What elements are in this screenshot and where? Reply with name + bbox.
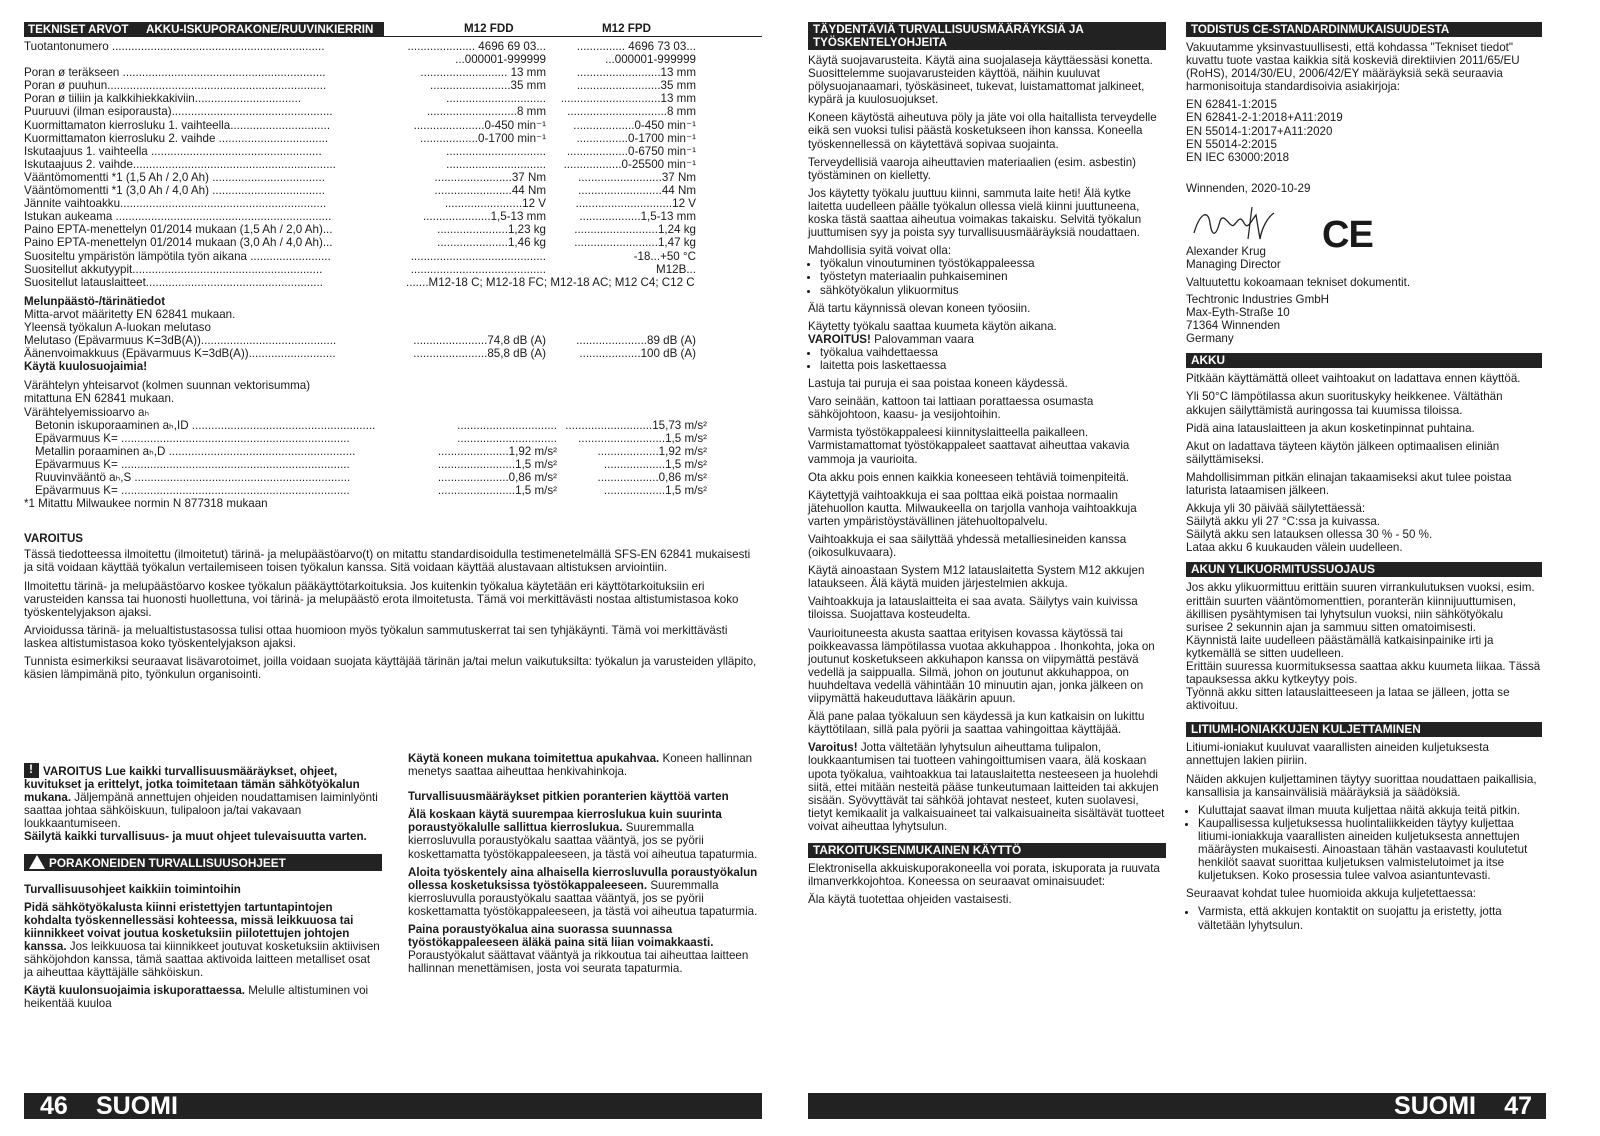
noise-line: Mitta-arvot määritetty EN 62841 mukaan. bbox=[24, 307, 236, 321]
para: Terveydellisiä vaaroja aiheuttavien materiaalien (esim. asbestin) työstäminen on kielletty. bbox=[808, 155, 1137, 182]
safety-para bbox=[24, 984, 382, 1010]
spec-value-fpd: ...........................15,73 m/s² bbox=[565, 418, 707, 432]
spec-label: Poran ø tiiliin ja kalkkihiekkakiviin................................. bbox=[24, 92, 302, 106]
spec-value-fdd: ..................... 4696 69 03... bbox=[407, 40, 546, 53]
spec-label: Suositellut akkutyypit........................................................... bbox=[24, 262, 323, 276]
burn-warning-text: Palovamman vaara bbox=[870, 332, 975, 346]
para: Mahdollisia syitä voivat olla: bbox=[808, 244, 952, 258]
spec-label: Iskutaajuus 2. vaihde............................................................... bbox=[24, 157, 336, 171]
spec-value-fdd: ........................37 Nm bbox=[434, 170, 546, 184]
drill-safety-heading bbox=[24, 854, 382, 871]
para: Yli 50°C lämpötilassa akun suorituskyky heikkenee. Vältäthän akkujen säilyttämistä auringossa tai kuumissa tiloissa. bbox=[1186, 390, 1503, 417]
model-fdd: M12 FDD bbox=[464, 22, 514, 35]
varoitus-para: Arvioidussa tärinä- ja melualtistustasossa tulisi ottaa huomioon myös työkalun sammutuskerrat tai sen tyhjäkäynti. Tämä voi merkittävästi laskea altistumistasoa koko työskentelyjakson ajaksi. bbox=[24, 623, 728, 650]
spec-value-fpd: ..........................37 Nm bbox=[578, 170, 696, 184]
spec-label: Istukan aukeama ................................................................... bbox=[24, 210, 332, 224]
spec-label: Melutaso (Epävarmuus K=3dB(A)).......................................... bbox=[24, 334, 337, 348]
general-warning-bold: VAROITUS Lue kaikki turvallisuusmääräykset, ohjeet, kuvitukset ja erittelyt, jotka toimitetaan tämän sähkötyökalun mukana. bbox=[24, 765, 360, 805]
spec-value-fpd: ..........................1,47 kg bbox=[574, 236, 696, 250]
para: Vaihtoakkuja ei saa säilyttää yhdessä metalliesineiden kanssa (oikosulkuvaara). bbox=[808, 533, 1127, 560]
para: Käynnistä laite uudelleen päästämällä katkaisinpainike irti ja kytkemällä se sitten uudelleen. bbox=[1186, 633, 1494, 660]
para: Pidä aina latauslaitteen ja akun kosketinpinnat puhtaina. bbox=[1186, 421, 1475, 435]
spec-row bbox=[24, 184, 762, 197]
hearing-protection: Käytä kuulosuojaimia! bbox=[24, 360, 148, 374]
safety-para bbox=[408, 808, 760, 860]
general-warning-text: Jäljempänä annettujen ohjeiden noudattamisen laiminlyönti saattaa johtaa sähköiskuun, tulipaloon ja/tai vakavaan loukkaantumiseen. bbox=[24, 791, 378, 831]
list-item: • Kuluttajat saavat ilman muuta kuljettaa näitä akkuja teitä pitkin. bbox=[1198, 804, 1542, 817]
spec-value-fdd: ............................... bbox=[446, 157, 546, 171]
para: Vaihtoakkuja ja latauslaitteita ei saa avata. Säilytys vain kuivissa tiloissa. Suojattava kosteudelta. bbox=[808, 595, 1138, 622]
para: Elektronisella akkuiskuporakoneella voi porata, iskuporata ja ruuvata ilmanverkkojohtoa. Koneessa on seuraavat ominaisuudet: bbox=[808, 861, 1160, 889]
standard: EN IEC 63000:2018 bbox=[1186, 150, 1290, 164]
para: Näiden akkujen kuljettaminen täytyy suorittaa noudattaen paikallisia, kansallisia ja kansainvälisiä määräyksiä ja säädöksiä. bbox=[1186, 772, 1537, 799]
spec-value-fpd: ..................0-25500 min⁻¹ bbox=[563, 157, 696, 171]
spec-value-fdd: ............................8 mm bbox=[426, 105, 546, 119]
spec-value-fdd: ............................... bbox=[457, 418, 557, 432]
spec-value-fdd: ........................1,5 m/s² bbox=[437, 457, 557, 471]
vib-line: mitattuna EN 62841 mukaan. bbox=[24, 392, 175, 406]
left-footer bbox=[24, 1093, 762, 1119]
spec-value-fpd: ...000001-999999 bbox=[605, 53, 696, 67]
storage-line: Säilytä akku sen latauksen ollessa 30 % - 50 %. bbox=[1186, 528, 1433, 542]
spec-row bbox=[24, 250, 762, 263]
safety-para-text: Suuremmalla kierrosluvulla poraustyökalu saattaa vääntyä, jos se pyörii koskettamatta työstökappaleeseen, ja tästä voi aiheutua tapaturmia. bbox=[408, 821, 758, 861]
spec-value-fpd: ...............................8 mm bbox=[567, 105, 696, 119]
spec-value-fdd: ......................1,23 kg bbox=[437, 223, 546, 237]
para: Varo seinään, kattoon tai lattiaan porattaessa osumasta sähköjohtoon, kaasu- ja vesijohtoihin. bbox=[808, 395, 1094, 422]
spec-row bbox=[24, 210, 762, 223]
spec-label: Ruuvinvääntö aₕ,S ................................................................... bbox=[35, 471, 351, 484]
spec-row bbox=[24, 105, 762, 118]
para: Pitkään käyttämättä olleet vaihtoakut on ladattava ennen käyttöä. bbox=[1186, 372, 1521, 386]
burn-list bbox=[808, 346, 1166, 372]
spec-label: Puuruuvi (ilman esiporausta).................................................. bbox=[24, 105, 333, 119]
spec-value-fdd: ............................... bbox=[446, 92, 546, 106]
para: Käytettyjä vaihtoakkuja ei saa polttaa eikä poistaa normaalin jätehuollon kautta. Milwaukeella on tarjolla vanhoja vaihtoakkuja varten ympäristöystävällinen jätehuoltopalvelu. bbox=[808, 488, 1137, 528]
transport-heading: LITIUMI-IONIAKKUJEN KULJETTAMINEN bbox=[1186, 722, 1542, 737]
standard: EN 55014-1:2017+A11:2020 bbox=[1186, 124, 1333, 138]
spec-row bbox=[24, 66, 762, 79]
safety-para-bold: Pidä sähkötyökalusta kiinni eristettyjen tartuntapintojen kohdalta työskennellessäsi kohteessa, missä leikkuuosa tai kiinnikkeet voivat joutua kosketuksiin piilotettujen johtojen kanssa. bbox=[24, 900, 354, 953]
spec-value-fdd: .......M12-18 C; M12-18 FC; M12-18 AC; M12 C4; C12 C bbox=[406, 275, 695, 289]
akku-heading: AKKU bbox=[1186, 353, 1542, 368]
spec-row bbox=[24, 119, 762, 132]
varoitus-title: VAROITUS bbox=[24, 532, 84, 546]
spec-row bbox=[24, 471, 762, 484]
intended-use-heading: TARKOITUKSENMUKAINEN KÄYTTÖ bbox=[808, 843, 1166, 858]
safety-para bbox=[408, 866, 760, 918]
signer-name: Alexander Krug bbox=[1186, 244, 1266, 258]
spec-row bbox=[24, 53, 762, 66]
spec-row bbox=[24, 197, 762, 210]
para: Jos akku ylikuormittuu erittäin suuren virrankulutuksen vuoksi, esim. erittäin suurten vääntömomenttien, poranterän kiinnijuuttumisen, äkillisen pysähtymisen tai lyhytsulun vuoksi, niin sähkötyökalu surisee 2 sekunnin ajan ja sammuu sitten omatoimisesti. bbox=[1186, 581, 1535, 634]
additional-safety-heading: TÄYDENTÄVIÄ TURVALLISUUSMÄÄRÄYKSIÄ JA TYÖSKENTELYOHJEITA bbox=[808, 22, 1166, 50]
spec-value-fpd: ...................0-450 min⁻¹ bbox=[573, 118, 696, 132]
burn-warning-bold: VAROITUS! bbox=[808, 332, 871, 346]
spec-row bbox=[24, 92, 762, 105]
spec-value-fdd: ........................12 V bbox=[444, 197, 546, 211]
spec-label: Kuormittamaton kierrosluku 1. vaihteella............................... bbox=[24, 118, 331, 132]
spec-row bbox=[24, 334, 762, 347]
spec-label: Betonin iskuporaaminen aₕ,ID ......................................................... bbox=[35, 418, 376, 432]
para bbox=[808, 741, 1166, 833]
varoitus-para: Tässä tiedotteessa ilmoitettu (ilmoitetut) tärinä- ja melupäästöarvo(t) on mitattu standardisoidulla testimenetelmällä SFS-EN 62841 mukaisesti ja sitä voidaan käyttää työkalun vertailemiseen toisen työkalun kanssa. Sitä voidaan käyttää alustavaan altistuksen arviointiin. bbox=[24, 548, 751, 575]
header-rule bbox=[384, 22, 762, 37]
safety-para bbox=[24, 901, 382, 980]
safety-para-bold: Käytä kuulonsuojaimia iskuporattaessa. bbox=[24, 984, 246, 998]
para: Litiumi-ioniakut kuuluvat vaarallisten aineiden kuljetuksesta annettujen lakien piiriin. bbox=[1186, 741, 1489, 768]
safety-para-text: Koneen hallinnan menetys saattaa aiheuttaa henkivahinkoja. bbox=[408, 752, 753, 779]
spec-value-fdd: .......................74,8 dB (A) bbox=[413, 334, 546, 348]
spec-label: Epävarmuus K= ....................................................................... bbox=[35, 484, 350, 498]
list-item: • laitetta pois laskettaessa bbox=[820, 359, 1166, 372]
vib-line: Värähtelyn yhteisarvot (kolmen suunnan vektorisumma) bbox=[24, 379, 311, 393]
warning-icon bbox=[24, 763, 39, 778]
para: Käytä ainoastaan System M12 latauslaitetta System M12 akkujen lataukseen. Älä käytä muiden järjestelmien akkuja. bbox=[808, 564, 1145, 591]
place-date: Winnenden, 2020-10-29 bbox=[1186, 181, 1311, 195]
spec-row bbox=[24, 445, 762, 458]
spec-row bbox=[24, 79, 762, 92]
tech-data-title: TEKNISET ARVOT bbox=[28, 23, 129, 36]
safety-para-bold: Älä koskaan käytä suurempaa kierroslukua kuin suurinta poraustyökalulle sallittua kierroslukua. bbox=[408, 808, 722, 835]
transport-list bbox=[1186, 905, 1542, 931]
standard: EN 62841-1:2015 bbox=[1186, 98, 1277, 112]
spec-label: Vääntömomentti *1 (3,0 Ah / 4,0 Ah) ................................... bbox=[24, 184, 325, 198]
footnote: *1 Mitattu Milwaukee normin N 877318 mukaan bbox=[24, 497, 268, 511]
storage-line: Akkuja yli 30 päivää säilytettäessä: bbox=[1186, 502, 1366, 516]
page-number: 47 bbox=[1504, 1092, 1532, 1120]
noise-table bbox=[24, 334, 762, 360]
vibration-table bbox=[24, 419, 762, 498]
spec-row bbox=[24, 419, 762, 432]
para: Vakuutamme yksinvastuullisesti, että kohdassa "Tekniset tiedot" kuvattu tuote vastaa kaikkia sitä koskeviä direktiivien 2011/65/EU (RoHS), 2014/30/EU, 2006/42/EY määräyksiä sekä seuraavia harmonisoituja standardisoivia asiakirjoja: bbox=[1186, 41, 1520, 94]
spec-table bbox=[24, 40, 762, 289]
spec-value-fpd: ..........................13 mm bbox=[576, 66, 696, 80]
safety-para-bold: Paina poraustyökalua aina suorassa suunnassa työstökappaleeseen äläkä paina sitä liian voimakkaasti. bbox=[408, 923, 714, 950]
para: Älä tartu käynnissä olevan koneen työosiin. bbox=[808, 301, 1031, 315]
signature bbox=[1190, 203, 1280, 241]
list-item: • Varmista, että akkujen kontaktit on suojattu ja eristetty, jotta vältetään lyhytsulun. bbox=[1198, 905, 1542, 931]
left-tech-data bbox=[24, 22, 762, 686]
address-line: Max-Eyth-Straße 10 bbox=[1186, 306, 1290, 320]
spec-value-fpd: ...............................13 mm bbox=[560, 92, 696, 106]
spec-value-fdd: ...000001-999999 bbox=[455, 53, 546, 67]
list-item: • Kaupallisessa kuljetuksessa huolintaliikkeiden täytyy kuljettaa litiumi-ioniakkuja vaarallisten aineiden kuljetuksesta annettujen määräysten mukaisesti. Ainoastaan tähän vastaavasti koulutetut henkilöt saavat suorittaa kuljetuksen valmistelutoimet ja itse kuljetuksen. Koko prosessia tulee valvoa asiantuntevasti. bbox=[1198, 817, 1542, 882]
spec-label: Poran ø puuhun.................................................................... bbox=[24, 79, 327, 93]
spec-value-fdd: ............................... bbox=[446, 144, 546, 158]
safety-para bbox=[408, 923, 760, 975]
spec-value-fpd: ................0-1700 min⁻¹ bbox=[576, 131, 696, 145]
list-item: • työkalun vinoutuminen työstökappaleessa bbox=[820, 257, 1166, 270]
spec-row bbox=[24, 276, 762, 289]
spec-row bbox=[24, 263, 762, 276]
para: Älä pane palaa työkaluun sen käydessä ja kun katkaisin on lukittu käyttötilaan, sillä pala pyörii ja saattaa vahingoittaa käyttäjää. bbox=[808, 710, 1145, 737]
spec-value-fpd: ...................0,86 m/s² bbox=[597, 471, 707, 484]
safety-para-text: Melulle altistuminen voi heikentää kuuloa bbox=[24, 984, 369, 1011]
spec-label: Epävarmuus K= ....................................................................... bbox=[35, 457, 350, 471]
causes-list bbox=[808, 257, 1166, 296]
spec-value-fdd: ......................1,92 m/s² bbox=[437, 444, 557, 458]
para-bold: Varoitus! bbox=[808, 741, 858, 755]
spec-row bbox=[24, 458, 762, 471]
spec-value-fdd: ........................44 Nm bbox=[434, 184, 546, 198]
spec-value-fdd: .......................................... bbox=[410, 249, 546, 263]
language-label: SUOMI bbox=[96, 1092, 178, 1120]
spec-label: Iskutaajuus 1. vaihteella ..................................................... bbox=[24, 144, 322, 158]
spec-label: Epävarmuus K= ....................................................................... bbox=[35, 431, 350, 445]
para: Seuraavat kohdat tulee huomioida akkuja kuljetettaessa: bbox=[1186, 887, 1477, 901]
tech-data-header bbox=[24, 22, 384, 37]
standard: EN 55014-2:2015 bbox=[1186, 137, 1277, 151]
spec-label: Vääntömomentti *1 (1,5 Ah / 2,0 Ah) ................................... bbox=[24, 170, 325, 184]
spec-value-fdd: .......................85,8 dB (A) bbox=[413, 347, 546, 361]
spec-label bbox=[24, 53, 406, 66]
noise-title: Melunpäästö-/tärinätiedot bbox=[24, 294, 166, 308]
spec-value-fdd: ......................1,46 kg bbox=[437, 236, 546, 250]
address-line: Germany bbox=[1186, 332, 1234, 346]
general-warning bbox=[24, 763, 382, 830]
all-ops-heading: Turvallisuusohjeet kaikkiin toimintoihin bbox=[24, 882, 241, 896]
spec-label: Metallin poraaminen aₕ,D .......................................................... bbox=[35, 444, 356, 458]
list-item: • työkalua vaihdettaessa bbox=[820, 346, 1166, 359]
left-safety-col-a bbox=[24, 763, 382, 1015]
keep-instructions: Säilytä kaikki turvallisuus- ja muut ohjeet tulevaisuutta varten. bbox=[24, 830, 367, 844]
spec-value-fpd: ...................1,92 m/s² bbox=[597, 444, 707, 458]
language-label: SUOMI bbox=[1394, 1092, 1476, 1120]
spec-label: Kuormittamaton kierrosluku 2. vaihde .................................. bbox=[24, 131, 329, 145]
ce-heading: TODISTUS CE-STANDARDINMUKAISUUDESTA bbox=[1186, 22, 1542, 37]
spec-row bbox=[24, 432, 762, 445]
spec-value-fpd: ...................1,5-13 mm bbox=[579, 210, 696, 224]
spec-label: Poran ø teräkseen ............................................................... bbox=[24, 66, 326, 80]
standard: EN 62841-2-1:2018+A11:2019 bbox=[1186, 111, 1343, 125]
para: Käytä suojavarusteita. Käytä aina suojalaseja käyttäessäsi konetta. Suosittelemme suojavarusteiden käyttöä, näihin kuuluvat pölysuojanaamari, työskäsineet, tukevat, luistamattomat jalkineet, kypärä ja kuulosuojukset. bbox=[808, 54, 1153, 107]
warning-icon bbox=[29, 855, 45, 869]
para: Työnnä akku sitten latauslaitteeseen ja lataa se jälleen, jotta se aktivoituu. bbox=[1186, 686, 1510, 713]
spec-label: Paino EPTA-menettelyn 01/2014 mukaan (1,5 Ah / 2,0 Ah)... bbox=[24, 223, 333, 237]
para: Ota akku pois ennen kaikkia koneeseen tehtäviä toimenpiteitä. bbox=[808, 470, 1129, 484]
spec-value-fdd: ........................... 13 mm bbox=[420, 66, 546, 80]
spec-value-fdd: .........................35 mm bbox=[430, 79, 546, 93]
spec-value-fpd: ......................89 dB (A) bbox=[576, 334, 696, 348]
spec-label: Tuotantonumero .................................................................. bbox=[24, 40, 325, 53]
spec-row bbox=[24, 40, 762, 53]
spec-label: Äänenvoimakkuus (Epävarmuus K=3dB(A))........................... bbox=[24, 347, 336, 361]
storage-line: Lataa akku 6 kuukauden välein uudelleen. bbox=[1186, 541, 1403, 555]
spec-row bbox=[24, 132, 762, 145]
spec-value-fdd: ............................... bbox=[457, 431, 557, 445]
varoitus-para: Ilmoitettu tärinä- ja melupäästöarvo koskee työkalun pääkäyttötarkoituksia. Jos kuitenkin työkalua käytetään eri käyttötarkoituksiin eri varusteiden kanssa tai huonosti huollettuna, voi tärinä- ja melupäästö erota ilmoitetusta. Tämä voi merkittävästi nostaa altistumistasoa koko työskentelyjakson ajaksi. bbox=[24, 579, 739, 619]
spec-row bbox=[24, 145, 762, 158]
address-line: Techtronic Industries GmbH bbox=[1186, 292, 1330, 306]
overload-heading: AKUN YLIKUORMITUSSUOJAUS bbox=[1186, 562, 1542, 577]
para: Vaurioituneesta akusta saattaa erityisen kovassa käytössä tai poikkeavassa lämpötilassa vuotaa akkuhappoa . Ihonkohta, joka on joutunut kosketukseen akkuhapon kanssa on viipymättä pestävä vedellä ja saippualla. Silmä, johon on joutunut akkuhappoa, on huuhdeltava vedellä vähintään 10 minuutin ajan, jonka jälkeen on viipymättä hakeuduttava lääkärin apuun. bbox=[808, 626, 1155, 706]
spec-value-fpd: ...................100 dB (A) bbox=[579, 347, 696, 361]
drill-safety-title: PORAKONEIDEN TURVALLISUUSOHJEET bbox=[49, 855, 286, 870]
burn-warning bbox=[808, 333, 1166, 346]
para: Erittäin suuressa kuormituksessa saattaa akku kuumeta liikaa. Tässä tapauksessa akku kytkeytyy pois. bbox=[1186, 660, 1541, 687]
signature-block bbox=[1186, 195, 1542, 293]
spec-value-fpd: ...................1,5 m/s² bbox=[603, 484, 707, 498]
long-bits-heading: Turvallisuusmääräykset pitkien poranterien käyttöä varten bbox=[408, 790, 729, 804]
spec-label: Suositeltu ympäristön lämpötila työn aikana ......................... bbox=[24, 249, 331, 263]
spec-label: Jännite vaihtoakku................................................................ bbox=[24, 197, 327, 211]
spec-row bbox=[24, 236, 762, 249]
page-number: 46 bbox=[40, 1092, 68, 1120]
list-item: • sähkötyökalun ylikuormitus bbox=[820, 284, 1166, 297]
signer-role: Managing Director bbox=[1186, 257, 1281, 271]
para: Akut on ladattava täyteen käytön jälkeen optimaalisen eliniän säilyttämiseksi. bbox=[1186, 439, 1500, 466]
ce-mark: CE bbox=[1322, 213, 1373, 256]
para: Äla käytä tuotettaa ohjeiden vastaisesti. bbox=[808, 893, 1012, 907]
spec-value-fpd: M12B... bbox=[656, 262, 696, 276]
tech-data-tool-type: AKKU-ISKUPORAKONE/RUUVINKIERRIN bbox=[146, 23, 374, 36]
spec-value-fdd: ........................1,5 m/s² bbox=[437, 484, 557, 498]
auth-text: Valtuutettu kokoamaan tekniset dokumentit. bbox=[1186, 275, 1411, 289]
spec-value-fpd: ..............................12 V bbox=[575, 197, 696, 211]
para: Mahdollisimman pitkän elinajan takaamiseksi akut tulee poistaa laturista lataamisen jälkeen. bbox=[1186, 470, 1512, 497]
spec-label: Paino EPTA-menettelyn 01/2014 mukaan (3,0 Ah / 4,0 Ah)... bbox=[24, 236, 333, 250]
varoitus-para: Tunnista esimerkiksi seuraavat lisävarotoimet, joilla voidaan suojata käyttäjää tärinän ja/tai melun vaikutuksilta: työkalun ja varusteiden ylläpito, käsien lämpimänä pito, työnkulun organisointi. bbox=[24, 655, 757, 682]
para-text: Jotta vältetään lyhytsulun aiheuttama tulipalon, loukkaantumisen tai tuotteen vahingoittumisen vaara, älä koskaan upota työkalua, vaihtoakkua tai latauslaitetta nesteeseen ja huolehdi siitä, ettei mitään nesteitä pääse tunkeutumaan laitteiden tai akkujen sisään. Syövyttävät tai sähköä johtavat nesteet, kuten suolavesi, tietyt kemikaalit ja valkaisuaineet tai valkaisuaineita sisältävät tuotteet voivat aiheuttaa lyhytsulun. bbox=[808, 741, 1165, 833]
safety-para-bold: Aloita työskentely aina alhaisella kierrosluvulla poraustyökalun ollessa kosketuksissa työstökappaleeseen. bbox=[408, 865, 758, 892]
spec-row bbox=[24, 223, 762, 236]
para: Jos käytetty työkalu juuttuu kiinni, sammuta laite heti! Älä kytke laitetta uudelleen päälle työkalun ollessa vielä kiinni juuttuneena, koska tästä saattaa aiheutua voimakas takaisku. Selvitä työkalun juuttumisen syy ja poista syy turvallisuusmääräyksiä noudattaen. bbox=[808, 186, 1142, 240]
spec-row bbox=[24, 347, 762, 360]
spec-label: Suositellut latauslaitteet....................................................... bbox=[24, 275, 323, 289]
safety-para-bold: Käytä koneen mukana toimitettua apukahvaa. bbox=[408, 752, 660, 765]
left-safety-col-b bbox=[408, 752, 760, 980]
spec-value-fpd: ............... 4696 73 03... bbox=[576, 40, 696, 53]
transport-list bbox=[1186, 804, 1542, 883]
safety-para-text: Suuremmalla kierrosluvulla poraustyökalu saattaa vääntyä, jos se pyörii koskettamatta työstökappaleeseen, ja tästä voi aiheutua tapaturmia. bbox=[408, 878, 758, 918]
spec-value-fpd: ..........................1,24 kg bbox=[574, 223, 696, 237]
spec-value-fpd: ...................0-6750 min⁻¹ bbox=[566, 144, 696, 158]
para: Varmista työstökappaleesi kiinnityslaitteella paikalleen. Varmistamattomat työstökappaleet saattavat aiheuttaa vakavia vammoja ja vaurioita. bbox=[808, 426, 1130, 466]
spec-row bbox=[24, 484, 762, 497]
spec-row bbox=[24, 158, 762, 171]
spec-value-fpd: ...........................1,5 m/s² bbox=[578, 431, 707, 445]
spec-value-fdd: ......................0-450 min⁻¹ bbox=[413, 118, 546, 132]
spec-value-fdd: ......................0,86 m/s² bbox=[437, 471, 557, 484]
vib-line: Värähtelyemissioarvo aₕ bbox=[24, 405, 150, 419]
spec-value-fpd: ...................1,5 m/s² bbox=[603, 457, 707, 471]
safety-para bbox=[408, 752, 760, 778]
storage-line: Säilytä akku yli 27 °C:ssa ja kuivassa. bbox=[1186, 515, 1381, 529]
para: Käytetty työkalu saattaa kuumeta käytön aikana. bbox=[808, 319, 1057, 333]
noise-line: Yleensä työkalun A-luokan melutaso bbox=[24, 320, 211, 334]
right-footer bbox=[808, 1093, 1546, 1119]
spec-value-fpd: ..........................44 Nm bbox=[578, 184, 696, 198]
model-fpd: M12 FPD bbox=[602, 22, 651, 35]
address-line: 71364 Winnenden bbox=[1186, 319, 1281, 333]
right-col-a bbox=[808, 22, 1166, 911]
safety-para-text: Jos leikkuuosa tai kiinnikkeet joutuvat kosketuksiin aktiivisen sähköjohdon kanssa, tämä saattaa aktivoida laitteen metalliset osat ja aiheuttaa käyttäjälle sähköiskun. bbox=[24, 939, 380, 980]
safety-para-text: Poraustyökalut säättavat vääntyä ja rikkoutua tai aiheuttaa laitteen hallinnan menettämisen, josta voi seurata tapaturmia. bbox=[408, 949, 749, 976]
list-item: • työstetyn materiaalin puhkaiseminen bbox=[820, 270, 1166, 283]
right-col-b bbox=[1186, 22, 1542, 937]
para: Koneen käytöstä aiheutuva pöly ja jäte voi olla haitallista terveydelle eikä sen vuoksi tulisi päästä kosketukseen ihon kanssa. Koneella työskennellessä on käytettävä sopivaa suojainta. bbox=[808, 111, 1157, 151]
spec-value-fpd: ..........................35 mm bbox=[576, 79, 696, 93]
spec-value-fdd: .......................................... bbox=[410, 262, 546, 276]
spec-row bbox=[24, 171, 762, 184]
para: Lastuja tai puruja ei saa poistaa koneen käydessä. bbox=[808, 377, 1068, 391]
spec-value-fpd: -18...+50 °C bbox=[633, 249, 696, 263]
spec-value-fdd: ..................0-1700 min⁻¹ bbox=[420, 131, 546, 145]
spec-value-fdd: .....................1,5-13 mm bbox=[422, 210, 546, 224]
